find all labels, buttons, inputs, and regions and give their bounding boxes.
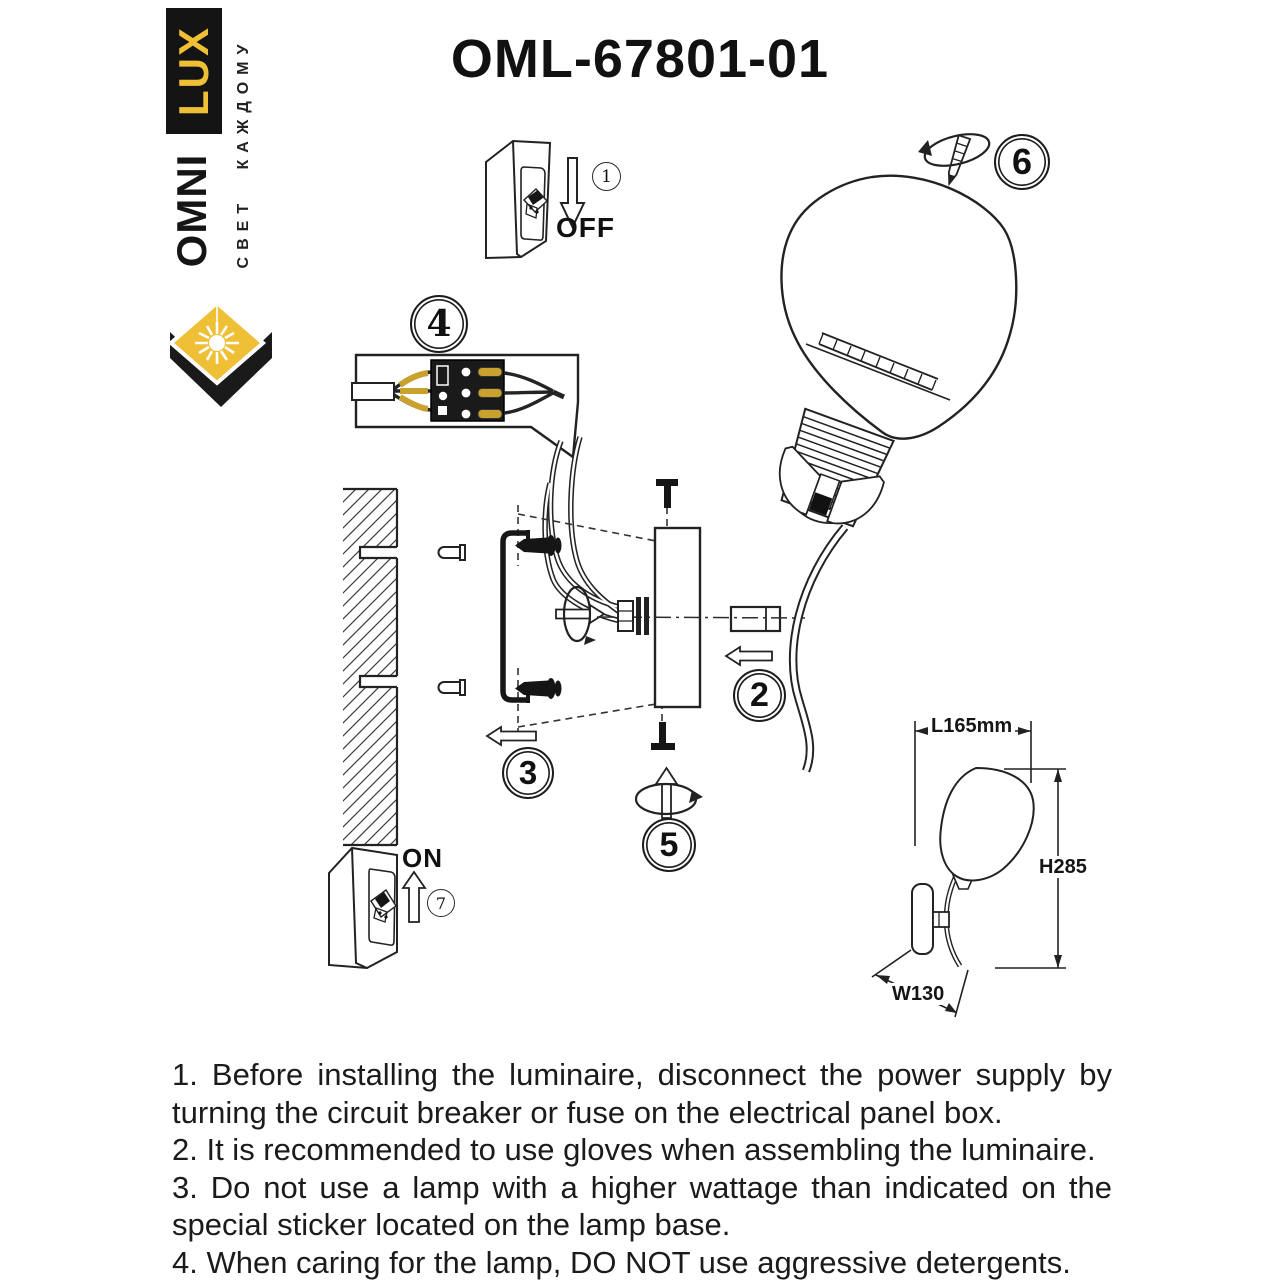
instruction-4: 4. When caring for the lamp, DO NOT use aggressive detergents.: [172, 1244, 1071, 1280]
instruction-2: 2. It is recommended to use gloves when assembling the luminaire.: [172, 1132, 1096, 1167]
logo-lux-text: LUX: [170, 26, 217, 116]
off-label: OFF: [556, 212, 615, 243]
step-6-badge: 6: [994, 134, 1050, 190]
brand-diamond-logo: [170, 303, 272, 407]
on-label: ON: [402, 843, 443, 873]
logo-omni-text: OMNI: [168, 153, 215, 268]
glass-shade: [781, 176, 1016, 439]
mounting-bracket: [503, 530, 528, 703]
terminal-block: [431, 360, 504, 421]
step-4-badge: 4: [410, 295, 468, 353]
dim-width-label: W130: [889, 983, 947, 1005]
wall-plug-icon: [439, 545, 466, 695]
instruction-1-line-1: 1. Before installing the luminaire, disconnect the power supply by: [172, 1057, 1112, 1092]
logo-tagline: СВЕТ КАЖДОМУ: [235, 37, 252, 269]
dim-height-label: H285: [1036, 856, 1090, 878]
instructions-block: [172, 1056, 1112, 1280]
mini-lamp: [912, 768, 1034, 966]
mounting-plate: [651, 479, 700, 750]
screw-rotation-step6-icon: [918, 128, 992, 185]
dim-length-label: L165mm: [928, 715, 1015, 737]
switch-panel-on: [329, 848, 397, 968]
step-7-badge: 7: [427, 889, 455, 917]
supply-wires: [545, 437, 621, 621]
step-5-badge: 5: [642, 818, 696, 872]
page-title: OML-67801-01: [450, 29, 830, 89]
finial-screw-bottom: [651, 722, 675, 750]
step-3-badge: 3: [502, 747, 554, 799]
junction-callout-box: [352, 355, 578, 457]
finial-screw-top: [656, 479, 678, 508]
instruction-3-line-2: special sticker located on the lamp base.: [172, 1207, 731, 1242]
instruction-1-line-2: turning the circuit breaker or fuse on the electrical panel box.: [172, 1094, 1003, 1130]
bracket-screws: [515, 535, 562, 699]
lamp-arm: [793, 527, 845, 771]
arrow-left-step2-icon: [726, 647, 772, 665]
step-2-badge: 2: [733, 669, 786, 722]
wall-section: [343, 489, 397, 845]
nut-and-washers: [618, 597, 649, 635]
connector-sleeve: [731, 607, 780, 631]
arrow-up-icon: [403, 872, 425, 922]
screw-up-rotation-icon: [636, 768, 703, 818]
step-1-badge: 1: [592, 162, 621, 191]
switch-panel-off: [486, 141, 550, 258]
arrow-left-step3-icon: [487, 727, 536, 745]
instruction-3-line-1: 3. Do not use a lamp with a higher wattage than indicated on the: [172, 1169, 1112, 1205]
